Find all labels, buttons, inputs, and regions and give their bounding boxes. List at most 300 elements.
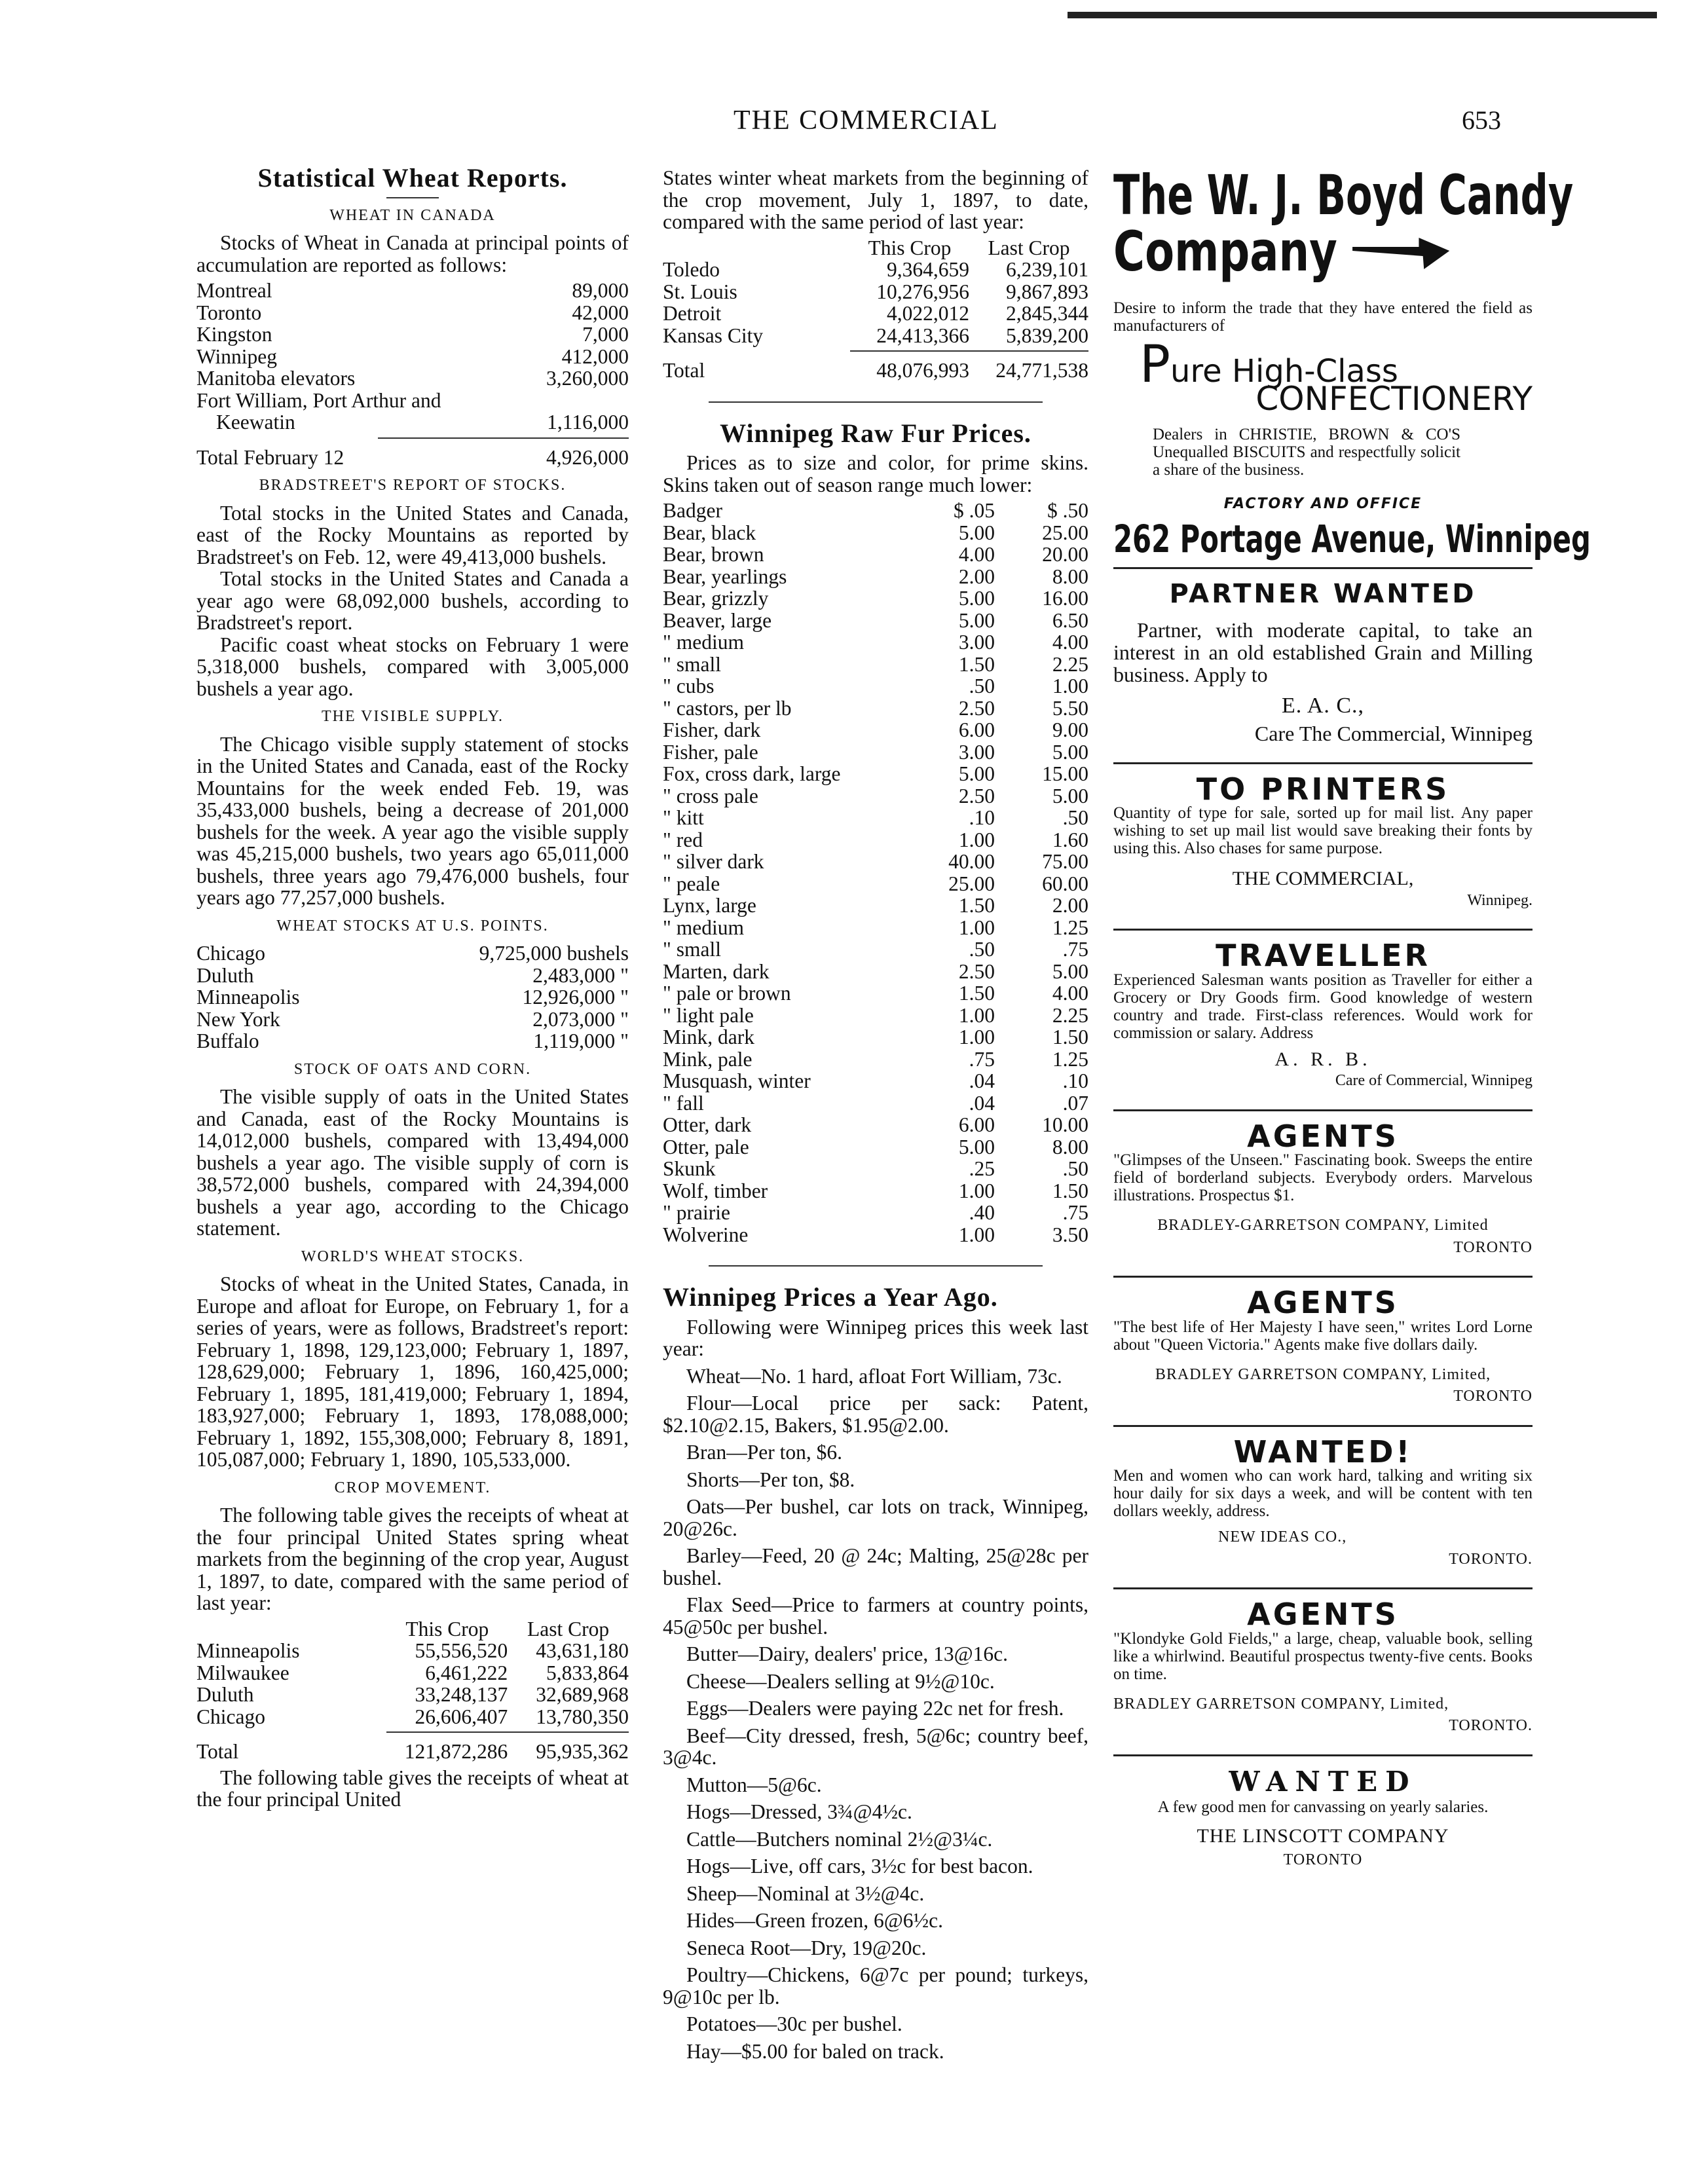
table-row	[663, 851, 1088, 873]
row-value: 1.00	[1052, 675, 1088, 697]
total-value: 121,872,286	[404, 1740, 508, 1763]
table-row	[663, 566, 1088, 588]
row-value: 2.50	[958, 696, 995, 720]
price-item	[663, 1937, 1088, 1959]
section-heading: WHEAT STOCKS AT U.S. POINTS.	[276, 917, 549, 935]
canada-stocks-list	[196, 280, 629, 468]
ad-city: TORONTO	[1453, 1388, 1533, 1405]
row-value: 2,845,344	[1006, 302, 1088, 325]
row-value: 4.00	[1052, 982, 1088, 1005]
ad-signature: A. R. B.	[1274, 1048, 1371, 1070]
row-label: Minneapolis	[196, 1639, 300, 1662]
table-row	[196, 1662, 629, 1684]
row-value: .04	[969, 1069, 995, 1092]
row-label: Bear, black	[663, 521, 756, 544]
paragraph: Prices as to size and color, for prime skins. Skins taken out of season range much lower:	[663, 451, 1088, 496]
ad-heading: AGENTS	[1247, 1285, 1399, 1320]
boyd-company-word: Company	[1113, 219, 1337, 284]
row-label: Lynx, large	[663, 894, 756, 917]
table-row	[663, 1070, 1088, 1092]
divider	[1113, 1276, 1533, 1278]
ad-wanted-1	[1113, 1434, 1533, 1571]
row-value: .10	[969, 806, 995, 829]
total-value: 48,076,993	[876, 359, 969, 382]
row-value: 1.50	[958, 982, 995, 1005]
row-label: " medium	[663, 631, 744, 654]
price-item	[663, 1697, 1088, 1720]
row-value: 3.50	[1052, 1223, 1088, 1246]
us-stocks-list	[196, 942, 629, 1052]
section-heading: WHEAT IN CANADA	[329, 206, 496, 224]
ad-agents-2	[1113, 1285, 1533, 1408]
price-item	[663, 2013, 1088, 2035]
row-value: 6.00	[958, 718, 995, 741]
divider	[1113, 1109, 1533, 1111]
row-value: 2.00	[1052, 894, 1088, 917]
ad-text: "Glimpses of the Unseen." Fascinating book. Sweeps the entire field of borderland subjects. Everybody orders. Marvelous illustrations. Prospectus $1.	[1113, 1151, 1533, 1204]
list-item-label: Buffalo	[196, 1029, 259, 1052]
row-value: 40.00	[948, 850, 995, 873]
row-value: .50	[969, 675, 995, 697]
row-value: 2.50	[958, 784, 995, 807]
list-item	[196, 965, 629, 987]
row-label: Skunk	[663, 1157, 716, 1180]
row-label: Marten, dark	[663, 959, 770, 983]
section-heading: STOCK OF OATS AND CORN.	[293, 1060, 532, 1078]
table-row	[663, 1092, 1088, 1115]
row-label: " kitt	[663, 806, 704, 829]
row-value: 26,606,407	[415, 1705, 508, 1728]
list-item	[196, 942, 629, 965]
list-item	[196, 302, 629, 324]
row-value: 8.00	[1052, 565, 1088, 588]
list-item-value: 12,926,000 "	[522, 986, 629, 1009]
row-label: " cubs	[663, 675, 715, 697]
list-item-label: New York	[196, 1007, 280, 1031]
row-value: 5.00	[958, 762, 995, 785]
row-value: 20.00	[1042, 543, 1088, 566]
row-value: 5.00	[958, 587, 995, 610]
row-value: $ .05	[954, 499, 995, 522]
row-value: 1.50	[958, 652, 995, 676]
article-title-prices-year-ago: Winnipeg Prices a Year Ago.	[663, 1282, 998, 1312]
list-item-value: 2,483,000 "	[532, 963, 629, 987]
row-value: 1.00	[958, 1179, 995, 1202]
total-label: Total	[196, 1740, 239, 1763]
price-text: Eggs—Dealers were paying 22c net for fresh.	[686, 1697, 1064, 1720]
list-item-value: 42,000	[572, 301, 629, 324]
price-item	[663, 1643, 1088, 1665]
row-label: Kansas City	[663, 324, 764, 347]
row-value: 1.00	[958, 828, 995, 851]
table-row	[663, 1224, 1088, 1246]
row-value: 10.00	[1042, 1113, 1088, 1136]
arrow-icon	[1352, 223, 1449, 280]
price-text: Seneca Root—Dry, 19@20c.	[686, 1936, 927, 1959]
ad-text: A few good men for canvassing on yearly salaries.	[1157, 1798, 1489, 1816]
ad-heading: TRAVELLER	[1216, 938, 1430, 973]
row-label: Fox, cross dark, large	[663, 762, 841, 785]
table-row	[663, 1136, 1088, 1158]
table-row	[663, 500, 1088, 522]
row-label: Musquash, winter	[663, 1069, 811, 1092]
price-item	[663, 2041, 1088, 2063]
table-row	[663, 1114, 1088, 1136]
row-value: 3.00	[958, 631, 995, 654]
ad-text: "Klondyke Gold Fields," a large, cheap, valuable book, selling like a whirlwind. Beautiful prospectus twenty-five cents. Books on time.	[1113, 1629, 1533, 1683]
row-value: .75	[1062, 1201, 1088, 1224]
row-value: 60.00	[1042, 872, 1088, 895]
price-text: Potatoes—30c per bushel.	[686, 2012, 902, 2035]
table-row	[663, 281, 1088, 303]
row-label: " red	[663, 828, 703, 851]
paragraph: States winter wheat markets from the beginning of the crop movement, July 1, 1897, to date, compared with the same period of last year:	[663, 166, 1088, 233]
column-header: This Crop	[868, 236, 952, 259]
table-row	[663, 917, 1088, 939]
row-label: Bear, yearlings	[663, 565, 787, 588]
row-value: 55,556,520	[415, 1639, 508, 1662]
row-value: .50	[1062, 806, 1088, 829]
row-value: 5.00	[1052, 959, 1088, 983]
list-item-label: Duluth	[196, 963, 254, 987]
table-row	[663, 654, 1088, 676]
price-item	[663, 1855, 1088, 1878]
ad-signature: E. A. C.,	[1281, 693, 1365, 718]
price-item	[663, 1545, 1088, 1589]
row-value: 1.50	[1052, 1026, 1088, 1048]
running-head: THE COMMERCIAL	[734, 105, 999, 136]
column-header: This Crop	[405, 1617, 489, 1640]
row-label: Bear, grizzly	[663, 587, 769, 610]
price-text: Cheese—Dealers selling at 9½@10c.	[686, 1669, 995, 1693]
row-label: Wolverine	[663, 1223, 749, 1246]
prices-list	[663, 1365, 1088, 2063]
row-label: Beaver, large	[663, 608, 772, 632]
ad-heading: PARTNER WANTED	[1169, 579, 1477, 609]
row-value: $ .50	[1047, 499, 1088, 522]
list-item-label: Kingston	[196, 323, 272, 346]
list-item-value: 1,116,000	[547, 411, 629, 434]
price-text: Oats—Per bushel, car lots on track, Winnipeg, 20@26c.	[663, 1495, 1088, 1540]
row-value: 1.00	[958, 916, 995, 939]
ad-partner-wanted	[1113, 579, 1533, 745]
price-text: Hogs—Live, off cars, 3½c for best bacon.	[686, 1855, 1033, 1878]
table-row	[663, 873, 1088, 895]
row-value: 4,022,012	[887, 302, 969, 325]
price-text: Hogs—Dressed, 3¾@4½c.	[686, 1800, 912, 1823]
row-value: 4.00	[958, 543, 995, 566]
table-row	[663, 895, 1088, 917]
column-header: Last Crop	[527, 1617, 610, 1640]
paragraph: The following table gives the receipts of wheat at the four principal United	[196, 1766, 629, 1811]
list-item-value: 2,073,000 "	[532, 1007, 629, 1031]
row-label: " cross pale	[663, 784, 758, 807]
list-item-value: 89,000	[572, 279, 629, 302]
address-heading: 262 Portage Avenue, Winnipeg	[1113, 516, 1591, 561]
row-value: .75	[969, 1047, 995, 1071]
list-item	[196, 346, 629, 368]
price-item	[663, 1964, 1088, 2008]
table-row	[196, 1640, 629, 1662]
total-label: Total February 12	[196, 445, 344, 469]
row-label: St. Louis	[663, 280, 737, 303]
price-text: Sheep—Nominal at 3½@4c.	[686, 1881, 925, 1905]
list-item	[196, 986, 629, 1009]
divider	[709, 401, 1043, 403]
column-3	[1113, 163, 1591, 1872]
ad-heading: WANTED	[1229, 1765, 1417, 1798]
list-item-value: 412,000	[561, 344, 629, 368]
ad-city: TORONTO	[1283, 1851, 1363, 1868]
ad-city: Winnipeg.	[1467, 891, 1533, 909]
price-item	[663, 1365, 1088, 1388]
ad-company: NEW IDEAS CO.,	[1218, 1528, 1347, 1545]
ad-heading: AGENTS	[1247, 1118, 1399, 1154]
row-value: 1.50	[1052, 1179, 1088, 1202]
section-heading: BRADSTREET'S REPORT OF STOCKS.	[259, 477, 567, 494]
table-row	[663, 1202, 1088, 1224]
row-label: Otter, pale	[663, 1135, 749, 1158]
row-value: 5.00	[1052, 740, 1088, 764]
row-value: 6,461,222	[425, 1661, 508, 1684]
row-value: .40	[969, 1201, 995, 1224]
top-border-bar	[1068, 12, 1657, 18]
row-label: " prairie	[663, 1201, 730, 1224]
price-item	[663, 1774, 1088, 1796]
table-row	[663, 631, 1088, 654]
row-label: " castors, per lb	[663, 696, 792, 720]
list-item-value: 1,119,000 "	[533, 1029, 629, 1052]
row-value: .10	[1062, 1069, 1088, 1092]
table-row	[663, 1005, 1088, 1027]
ad-company: THE LINSCOTT COMPANY	[1197, 1824, 1449, 1847]
paragraph: Stocks of wheat in the United States, Canada, in Europe and afloat for Europe, on February 1, for a series of years, were as follows, Bradstreet's report: February 1, 1898, 129,123,000; February 1, 1897, 128,629,000; February 1, 1896, 160,425,000; February 1, 1895, 181,419,000; February 1, 1894, 183,927,000; February 1, 1893, 178,088,000; February 1, 1892, 155,308,000; February 8, 1891, 105,087,000; February 1, 1890, 105,533,000.	[196, 1272, 629, 1471]
pure-high-class	[1140, 335, 1533, 394]
row-label: " small	[663, 938, 721, 961]
ad-company: BRADLEY GARRETSON COMPANY, Limited,	[1155, 1365, 1491, 1383]
ad-agents-3	[1113, 1597, 1533, 1737]
list-item	[196, 1030, 629, 1052]
paragraph: Pacific coast wheat stocks on February 1 were 5,318,000 bushels, compared with 3,005,000 bushels a year ago.	[196, 633, 629, 700]
row-label: Toledo	[663, 258, 720, 281]
ad-heading: TO PRINTERS	[1196, 771, 1450, 807]
row-value: .75	[1062, 938, 1088, 961]
price-text: Shorts—Per ton, $8.	[686, 1468, 855, 1491]
fur-prices-table	[663, 500, 1088, 1246]
paragraph: Total stocks in the United States and Canada, east of the Rocky Mountains as reported by Bradstreet's on Feb. 12, were 49,413,000 bushels.	[196, 501, 629, 568]
paragraph: The following table gives the receipts of wheat at the four principal United States spring wheat markets from the beginning of the crop year, August 1, 1897, to date, compared with the same period of last year:	[196, 1504, 629, 1614]
paragraph: Stocks of Wheat in Canada at principal points of accumulation are reported as follows:	[196, 231, 629, 276]
page-number: 653	[1462, 105, 1501, 135]
row-value: 1.60	[1052, 828, 1088, 851]
row-value: 1.50	[958, 894, 995, 917]
paragraph: Total stocks in the United States and Canada a year ago were 68,092,000 bushels, according to Bradstreet's report.	[196, 567, 629, 634]
list-item-value: 9,725,000 bushels	[479, 942, 629, 965]
price-text: Bran—Per ton, $6.	[686, 1441, 842, 1464]
column-header: Last Crop	[988, 236, 1070, 259]
row-label: " light pale	[663, 1003, 754, 1027]
factory-label: FACTORY AND OFFICE	[1223, 496, 1422, 512]
table-row	[663, 829, 1088, 851]
list-item-label: Minneapolis	[196, 986, 300, 1009]
row-value: 5.00	[1052, 784, 1088, 807]
list-item	[196, 1009, 629, 1031]
row-value: 2.00	[958, 565, 995, 588]
list-item-label: Fort William, Port Arthur and	[196, 388, 441, 412]
ad-text: Quantity of type for sale, sorted up for mail list. Any paper wishing to set up mail list would save breaking their fonts by using this. Also chases for same purpose.	[1113, 804, 1533, 857]
ad-text: Experienced Salesman wants position as Traveller for either a Grocery or Dry Goods firm. Good knowledge of western country and trade. First-class references. Would work for commission or salary. Address	[1113, 971, 1533, 1042]
table-row	[663, 961, 1088, 983]
row-value: .50	[969, 938, 995, 961]
sum-line	[850, 350, 1088, 352]
row-value: 1.25	[1052, 916, 1088, 939]
row-value: 16.00	[1042, 587, 1088, 610]
row-label: " silver dark	[663, 850, 764, 873]
price-item	[663, 1828, 1088, 1851]
ad-city: TORONTO.	[1449, 1550, 1533, 1568]
pure-rest: ure High-Class	[1170, 353, 1398, 390]
divider	[1113, 762, 1533, 764]
row-value: .04	[969, 1091, 995, 1115]
row-label: Wolf, timber	[663, 1179, 768, 1202]
table-row	[196, 1684, 629, 1706]
table-row	[663, 610, 1088, 632]
row-value: .25	[969, 1157, 995, 1180]
row-value: 32,689,968	[536, 1683, 629, 1706]
row-label: " peale	[663, 872, 720, 895]
article-title-wheat-reports: Statistical Wheat Reports.	[257, 163, 568, 193]
ad-text: "The best life of Her Majesty I have seen," writes Lord Lorne about "Queen Victoria." Agents make five dollars daily.	[1113, 1318, 1533, 1354]
price-text: Barley—Feed, 20 @ 24c; Malting, 25@28c per bushel.	[663, 1544, 1088, 1589]
ad-care-of: Care The Commercial, Winnipeg	[1254, 722, 1533, 745]
row-value: 5.00	[958, 521, 995, 544]
divider	[1113, 1587, 1533, 1589]
total-value: 24,771,538	[995, 359, 1088, 382]
row-label: " medium	[663, 916, 744, 939]
pure-initial: P	[1140, 335, 1171, 394]
list-item-label: Keewatin	[216, 411, 295, 434]
row-label: " small	[663, 652, 721, 676]
row-label: Milwaukee	[196, 1661, 289, 1684]
list-item-label: Winnipeg	[196, 344, 277, 368]
boyd-candy-title: The W. J. Boyd Candy	[1113, 163, 1574, 227]
row-label: Detroit	[663, 302, 722, 325]
table-row	[663, 1180, 1088, 1202]
table-row	[663, 303, 1088, 325]
ad-city: TORONTO	[1453, 1238, 1533, 1256]
row-value: 4.00	[1052, 631, 1088, 654]
row-value: 2.25	[1052, 1003, 1088, 1027]
divider	[1113, 567, 1533, 569]
article-title-fur-prices: Winnipeg Raw Fur Prices.	[720, 418, 1031, 448]
row-value: .07	[1062, 1091, 1088, 1115]
price-text: Wheat—No. 1 hard, afloat Fort William, 73c.	[686, 1364, 1062, 1388]
price-text: Mutton—5@6c.	[686, 1773, 822, 1796]
table-row	[663, 807, 1088, 829]
price-item	[663, 1910, 1088, 1932]
row-label: Bear, brown	[663, 543, 764, 566]
table-row	[663, 325, 1088, 347]
row-value: 1.00	[958, 1026, 995, 1048]
winter-wheat-table	[663, 237, 1088, 382]
ad-care-of: Care of Commercial, Winnipeg	[1335, 1072, 1533, 1089]
ad-to-printers	[1113, 771, 1533, 912]
table-row	[663, 719, 1088, 741]
section-heading: WORLD'S WHEAT STOCKS.	[301, 1248, 525, 1265]
row-label: Otter, dark	[663, 1113, 752, 1136]
row-value: 6.00	[958, 1113, 995, 1136]
ad-text: Dealers in CHRISTIE, BROWN & CO'S Unequalled BISCUITS and respectfully solicit a share of the business.	[1153, 426, 1460, 479]
row-value: 5.00	[958, 1135, 995, 1158]
ad-text: Men and women who can work hard, talking and writing six hour daily for six days a week, and will be content with ten dollars weekly, address.	[1113, 1467, 1533, 1520]
list-item-label: Manitoba elevators	[196, 367, 356, 390]
list-item-label: Chicago	[196, 942, 265, 965]
ad-text: Desire to inform the trade that they have entered the field as manufacturers of	[1113, 299, 1533, 335]
paragraph: The Chicago visible supply statement of stocks in the United States and Canada, east of the Rocky Mountains for the week ended Feb. 19, was 35,433,000 bushels, being a decrease of 201,000 bushels for the week. A year ago the visible supply was 45,215,000 bushels, two years ago 65,011,000 bushels, three years ago 79,476,000 bushels, four years ago 77,257,000 bushels.	[196, 732, 629, 909]
ad-agents-1	[1113, 1118, 1533, 1259]
row-value: 5,839,200	[1006, 324, 1088, 347]
list-item-value: 7,000	[582, 323, 629, 346]
ad-wanted-2	[1113, 1765, 1533, 1872]
ad-traveller	[1113, 938, 1533, 1092]
table-row	[663, 982, 1088, 1005]
row-value: 9,364,659	[887, 258, 969, 281]
price-text: Cattle—Butchers nominal 2½@3¼c.	[686, 1827, 993, 1851]
paragraph: Following were Winnipeg prices this week last year:	[663, 1315, 1088, 1360]
row-value: 1.00	[958, 1223, 995, 1246]
row-label: " pale or brown	[663, 982, 791, 1005]
total-value: 4,926,000	[546, 445, 629, 469]
row-value: .50	[1062, 1157, 1088, 1180]
row-value: 3.00	[958, 740, 995, 764]
confectionery-heading: CONFECTIONERY	[1255, 379, 1533, 418]
divider	[1113, 1425, 1533, 1427]
table-row	[663, 259, 1088, 281]
row-label: Chicago	[196, 1705, 265, 1728]
price-item	[663, 1883, 1088, 1905]
row-value: 25.00	[1042, 521, 1088, 544]
spring-wheat-table	[196, 1618, 629, 1763]
table-row	[196, 1706, 629, 1728]
row-label: Mink, pale	[663, 1047, 753, 1071]
row-value: 6,239,101	[1006, 258, 1088, 281]
row-value: 13,780,350	[536, 1705, 629, 1728]
sum-line	[386, 1731, 629, 1733]
row-value: 15.00	[1042, 762, 1088, 785]
paragraph: The visible supply of oats in the United States and Canada, east of the Rocky Mountains is 14,012,000 bushels, compared with 13,494,000 bushels a year ago. The visible supply of corn is 38,572,000 bushels, compared with 24,394,000 bushels a year ago, according to the Chicago statement.	[196, 1085, 629, 1240]
row-value: 5.50	[1052, 696, 1088, 720]
column-1	[196, 163, 629, 1811]
section-heading: CROP MOVEMENT.	[334, 1479, 491, 1496]
table-row	[663, 763, 1088, 785]
price-item	[663, 1392, 1088, 1436]
row-value: 8.00	[1052, 1135, 1088, 1158]
row-label: Fisher, pale	[663, 740, 758, 764]
row-value: 5.00	[958, 608, 995, 632]
table-row	[663, 544, 1088, 566]
row-value: 75.00	[1042, 850, 1088, 873]
price-text: Hay—$5.00 for baled on track.	[686, 2039, 944, 2063]
sum-line	[378, 437, 629, 439]
table-row	[663, 1158, 1088, 1180]
list-item	[196, 367, 629, 390]
row-label: Fisher, dark	[663, 718, 761, 741]
price-text: Butter—Dairy, dealers' price, 13@16c.	[686, 1642, 1008, 1665]
divider	[1113, 1754, 1533, 1756]
ad-signature: THE COMMERCIAL,	[1232, 868, 1414, 889]
ad-heading: AGENTS	[1247, 1597, 1399, 1632]
divider	[709, 1265, 1043, 1267]
